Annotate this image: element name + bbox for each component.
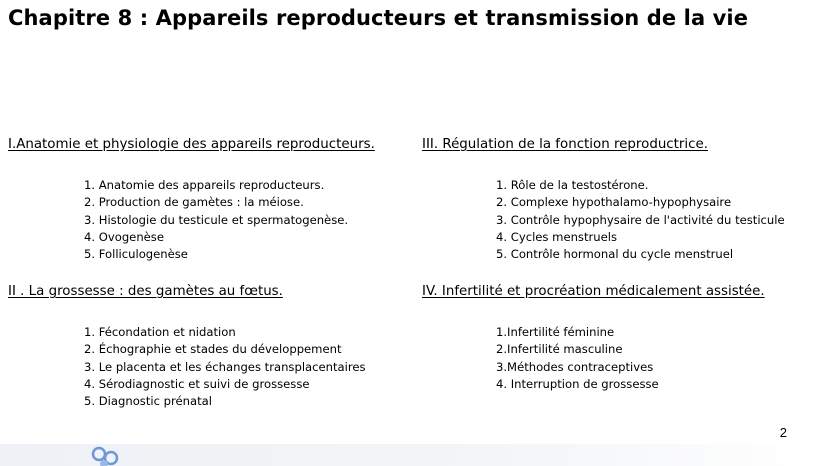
list-item: 5. Folliculogenèse — [84, 247, 188, 262]
list-item: 3.Méthodes contraceptives — [496, 359, 654, 374]
section-item-list — [496, 177, 785, 263]
section-item-list — [84, 177, 348, 263]
list-item: 1. Rôle de la testostérone. — [496, 178, 649, 192]
footer-band — [0, 444, 828, 466]
section-heading: III. Régulation de la fonction reproductrice. — [422, 137, 708, 152]
list-item: 1.Infertilité féminine — [496, 325, 615, 339]
list-item: 2. Complexe hypothalamo-hypophysaire — [496, 195, 732, 210]
section-heading: I.Anatomie et physiologie des appareils reproducteurs. — [8, 137, 375, 152]
page-title: Chapitre 8 : Appareils reproducteurs et transmission de la vie — [8, 6, 749, 30]
list-item: 2.Infertilité masculine — [496, 342, 623, 357]
section-item-list — [496, 324, 659, 393]
section-anatomie — [8, 137, 375, 262]
section-infertilite — [422, 284, 765, 391]
list-item: 5. Diagnostic prénatal — [84, 394, 212, 409]
list-item: 4. Sérodiagnostic et suivi de grossesse — [84, 376, 310, 391]
page-number: 2 — [779, 425, 787, 440]
section-heading: II . La grossesse : des gamètes au fœtus. — [8, 284, 283, 299]
list-item: 2. Échographie et stades du développement — [84, 342, 342, 357]
section-item-list — [84, 324, 366, 410]
list-item: 4. Cycles menstruels — [496, 229, 618, 244]
section-heading: IV. Infertilité et procréation médicalement assistée. — [422, 284, 765, 299]
section-regulation — [422, 137, 785, 262]
list-item: 5. Contrôle hormonal du cycle menstruel — [496, 247, 734, 262]
list-item: 4. Ovogenèse — [84, 229, 164, 244]
list-item: 1. Fécondation et nidation — [84, 325, 236, 339]
list-item: 3. Contrôle hypophysaire de l'activité du testicule — [496, 212, 785, 227]
list-item: 3. Histologie du testicule et spermatogenèse. — [84, 212, 349, 227]
list-item: 1. Anatomie des appareils reproducteurs. — [84, 178, 325, 192]
list-item: 4. Interruption de grossesse — [496, 376, 659, 391]
section-grossesse — [8, 284, 366, 409]
list-item: 3. Le placenta et les échanges transplacentaires — [84, 359, 366, 374]
logo-icon — [90, 445, 124, 466]
list-item: 2. Production de gamètes : la méiose. — [84, 195, 304, 210]
